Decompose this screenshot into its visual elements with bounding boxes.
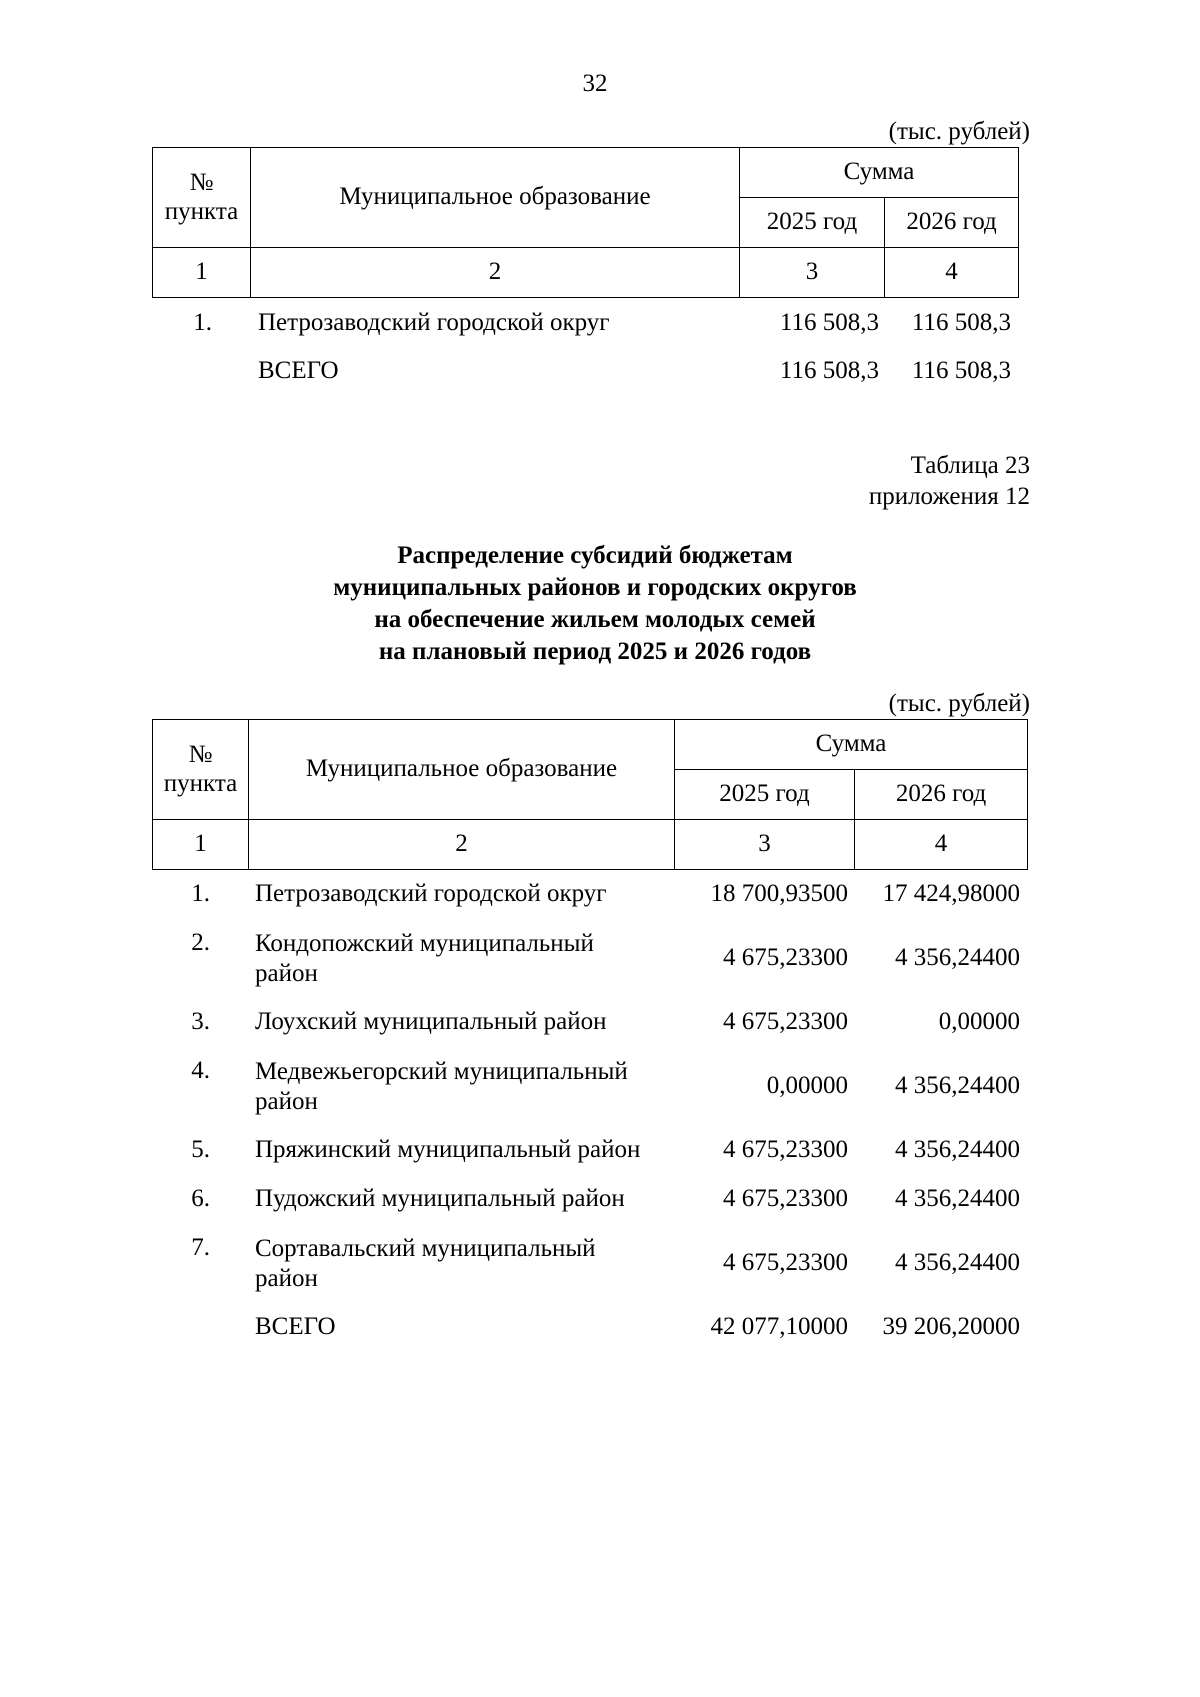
row-num: 1. (191, 880, 210, 907)
appendix-number: приложения 12 (868, 483, 1030, 510)
title-line: на плановый период 2025 и 2026 годов (378, 638, 812, 665)
header-year-2026: 2026 год (885, 198, 1019, 248)
row-value-2026: 4 356,24400 (895, 1136, 1020, 1163)
row-value-2026: 0,00000 (938, 1008, 1020, 1035)
row-name (255, 1234, 596, 1294)
row-name-line: район (255, 960, 318, 987)
table2-header (152, 719, 1028, 870)
header-index: 3 (675, 820, 855, 870)
row-name-line: район (255, 1265, 318, 1292)
title-line: на обеспечение жильем молодых семей (374, 606, 816, 633)
header-num: № пункта (153, 720, 249, 820)
row-num: 5. (191, 1136, 210, 1163)
row-name-line: Кондопожский муниципальный (255, 930, 594, 957)
row-value-2026: 116 508,3 (911, 309, 1011, 336)
units-label: (тыс. рублей) (888, 690, 1030, 717)
header-index: 2 (249, 820, 675, 870)
row-name: Петрозаводский городской округ (255, 880, 607, 907)
row-name-line: Медвежьегорский муниципальный (255, 1058, 628, 1085)
header-num: № пункта (153, 148, 251, 248)
header-name: Муниципальное образование (249, 720, 675, 820)
row-num: 1. (193, 309, 212, 336)
title-line: Распределение субсидий бюджетам (397, 542, 793, 569)
row-value-2025: 4 675,23300 (723, 1185, 848, 1212)
units-label: (тыс. рублей) (888, 118, 1030, 145)
header-index: 3 (740, 248, 885, 298)
table1-header (152, 147, 1019, 298)
total-value-2026: 39 206,20000 (882, 1313, 1020, 1340)
total-label: ВСЕГО (255, 1313, 336, 1340)
row-value-2025: 4 675,23300 (723, 944, 848, 971)
header-year-2025: 2025 год (675, 770, 855, 820)
row-value-2026: 4 356,24400 (895, 1072, 1020, 1099)
row-name-line: Сортавальский муниципальный (255, 1235, 596, 1262)
header-sum: Сумма (740, 148, 1019, 198)
row-name: Лоухский муниципальный район (255, 1008, 607, 1035)
row-name: Пряжинский муниципальный район (255, 1136, 641, 1163)
header-index: 1 (153, 820, 249, 870)
row-value-2025: 4 675,23300 (723, 1136, 848, 1163)
row-value-2025: 0,00000 (766, 1072, 848, 1099)
row-value-2025: 4 675,23300 (723, 1249, 848, 1276)
row-value-2026: 4 356,24400 (895, 944, 1020, 971)
row-value-2026: 17 424,98000 (882, 880, 1020, 907)
row-name-line: район (255, 1088, 318, 1115)
row-value-2025: 116 508,3 (779, 309, 879, 336)
row-num: 3. (191, 1008, 210, 1035)
document-title (0, 540, 1190, 668)
row-name: Пудожский муниципальный район (255, 1185, 625, 1212)
total-value-2025: 116 508,3 (779, 357, 879, 384)
row-value-2026: 4 356,24400 (895, 1185, 1020, 1212)
header-index: 2 (251, 248, 740, 298)
table-number: Таблица 23 (910, 452, 1030, 479)
row-num: 7. (191, 1234, 210, 1261)
page-number: 32 (582, 70, 608, 97)
total-value-2025: 42 077,10000 (710, 1313, 848, 1340)
title-line: муниципальных районов и городских округов (333, 574, 857, 601)
header-year-2026: 2026 год (855, 770, 1028, 820)
header-index: 4 (855, 820, 1028, 870)
row-num: 6. (191, 1185, 210, 1212)
header-year-2025: 2025 год (740, 198, 885, 248)
row-value-2025: 4 675,23300 (723, 1008, 848, 1035)
total-label: ВСЕГО (258, 357, 339, 384)
row-num: 2. (191, 929, 210, 956)
total-value-2026: 116 508,3 (911, 357, 1011, 384)
row-name (255, 1057, 628, 1117)
row-name (255, 929, 594, 989)
header-sum: Сумма (675, 720, 1028, 770)
header-index: 4 (885, 248, 1019, 298)
row-value-2025: 18 700,93500 (710, 880, 848, 907)
header-index: 1 (153, 248, 251, 298)
header-name: Муниципальное образование (251, 148, 740, 248)
row-value-2026: 4 356,24400 (895, 1249, 1020, 1276)
row-num: 4. (191, 1057, 210, 1084)
row-name: Петрозаводский городской округ (258, 309, 610, 336)
table-number-label (700, 450, 1030, 512)
